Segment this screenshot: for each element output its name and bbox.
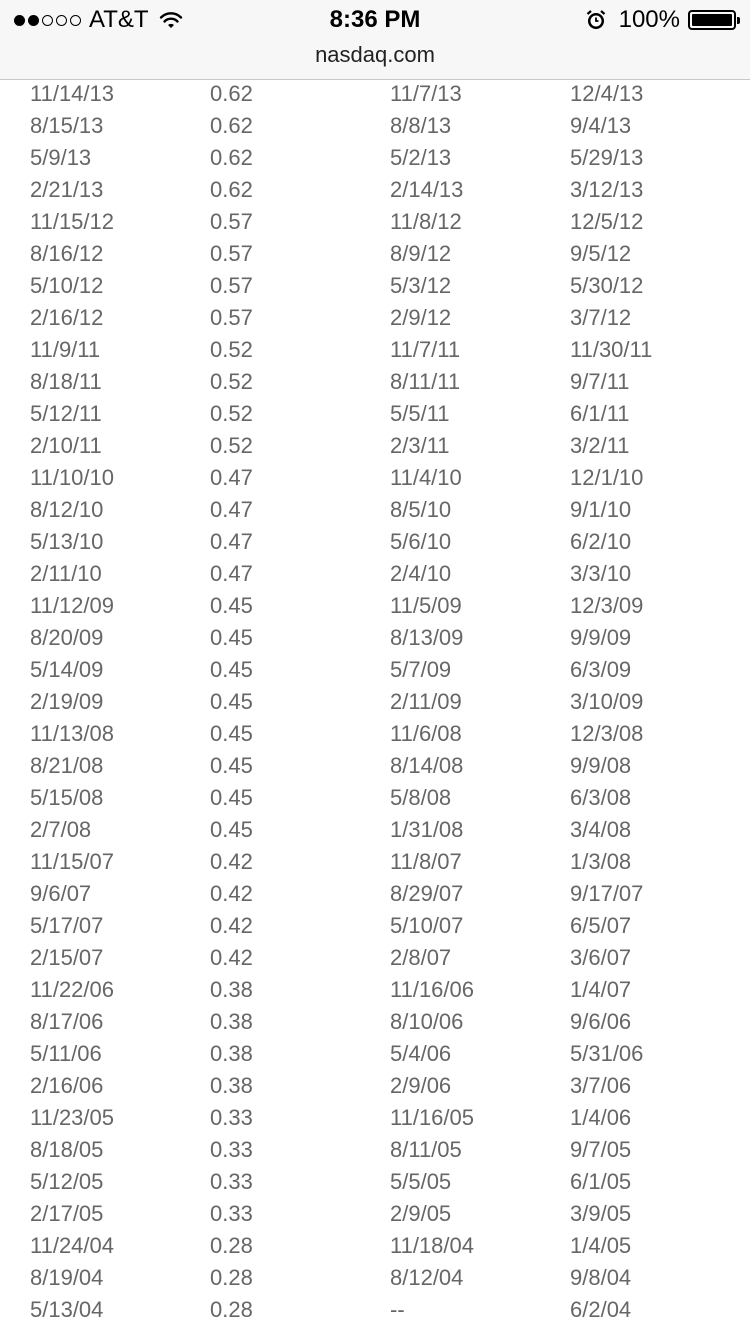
dividend-amount-cell: 0.45 xyxy=(210,593,253,618)
dividend-amount-cell: 0.45 xyxy=(210,689,253,714)
declaration-date-cell: 5/5/05 xyxy=(390,1169,452,1194)
ex-dividend-date-cell: 8/19/04 xyxy=(30,1265,104,1290)
ex-dividend-date-cell: 9/6/07 xyxy=(30,881,92,906)
ex-dividend-date-cell: 5/12/05 xyxy=(30,1169,104,1194)
declaration-date-cell: 8/10/06 xyxy=(390,1009,464,1034)
dividend-amount-cell: 0.33 xyxy=(210,1201,253,1226)
dividend-amount-cell: 0.28 xyxy=(210,1297,253,1322)
ex-dividend-date-cell: 5/15/08 xyxy=(30,785,104,810)
alarm-clock-icon xyxy=(585,9,607,31)
declaration-date-cell: 5/5/11 xyxy=(390,401,450,426)
ex-dividend-date-cell: 11/9/11 xyxy=(30,337,101,362)
ex-dividend-date-cell: 2/15/07 xyxy=(30,945,104,970)
declaration-date-cell: 1/31/08 xyxy=(390,817,464,842)
declaration-date-cell: 8/14/08 xyxy=(390,753,464,778)
declaration-date-cell: 8/12/04 xyxy=(390,1265,464,1290)
payment-date-cell: 9/6/06 xyxy=(570,1009,632,1034)
dividend-amount-cell: 0.52 xyxy=(210,369,253,394)
payment-date-cell: 11/30/11 xyxy=(570,337,653,362)
dividend-amount-cell: 0.47 xyxy=(210,497,253,522)
dividend-amount-cell: 0.45 xyxy=(210,753,253,778)
ex-dividend-date-cell: 11/22/06 xyxy=(30,977,115,1002)
declaration-date-cell: 5/8/08 xyxy=(390,785,452,810)
ex-dividend-date-cell: 8/17/06 xyxy=(30,1009,104,1034)
ex-dividend-date-cell: 11/15/07 xyxy=(30,849,115,874)
payment-date-cell: 1/4/07 xyxy=(570,977,632,1002)
table-row xyxy=(0,942,750,974)
table-row xyxy=(0,782,750,814)
table-row xyxy=(0,80,750,110)
ex-dividend-date-cell: 8/20/09 xyxy=(30,625,104,650)
ex-dividend-date-cell: 5/14/09 xyxy=(30,657,104,682)
table-row xyxy=(0,1198,750,1230)
payment-date-cell: 1/4/06 xyxy=(570,1105,632,1130)
status-bar xyxy=(0,0,750,40)
dividend-amount-cell: 0.47 xyxy=(210,465,253,490)
dividend-amount-cell: 0.52 xyxy=(210,433,253,458)
declaration-date-cell: 11/7/11 xyxy=(390,337,461,362)
payment-date-cell: 3/7/06 xyxy=(570,1073,632,1098)
declaration-date-cell: 2/4/10 xyxy=(390,561,452,586)
ex-dividend-date-cell: 2/16/12 xyxy=(30,305,104,330)
battery-percent: 100% xyxy=(618,6,680,33)
declaration-date-cell: 11/4/10 xyxy=(390,465,462,490)
ex-dividend-date-cell: 11/13/08 xyxy=(30,721,115,746)
table-row xyxy=(0,462,750,494)
payment-date-cell: 6/3/09 xyxy=(570,657,632,682)
dividend-amount-cell: 0.28 xyxy=(210,1265,253,1290)
dividend-amount-cell: 0.45 xyxy=(210,721,253,746)
declaration-date-cell: 2/3/11 xyxy=(390,433,450,458)
dividend-amount-cell: 0.38 xyxy=(210,1073,253,1098)
table-row xyxy=(0,1006,750,1038)
dividend-amount-cell: 0.33 xyxy=(210,1105,253,1130)
declaration-date-cell: 11/16/06 xyxy=(390,977,475,1002)
table-row xyxy=(0,878,750,910)
table-row xyxy=(0,430,750,462)
dividend-amount-cell: 0.45 xyxy=(210,657,253,682)
table-row xyxy=(0,238,750,270)
dividend-amount-cell: 0.38 xyxy=(210,1041,253,1066)
status-time: 8:36 PM xyxy=(329,6,421,33)
table-row xyxy=(0,750,750,782)
dividend-amount-cell: 0.62 xyxy=(210,177,253,202)
dividend-amount-cell: 0.42 xyxy=(210,945,253,970)
payment-date-cell: 9/7/11 xyxy=(570,369,630,394)
table-row xyxy=(0,398,750,430)
ex-dividend-date-cell: 5/11/06 xyxy=(30,1041,102,1066)
ex-dividend-date-cell: 5/13/10 xyxy=(30,529,104,554)
ex-dividend-date-cell: 2/7/08 xyxy=(30,817,92,842)
ex-dividend-date-cell: 2/19/09 xyxy=(30,689,104,714)
table-body xyxy=(0,80,750,1326)
dividend-amount-cell: 0.52 xyxy=(210,337,253,362)
ex-dividend-date-cell: 2/10/11 xyxy=(30,433,102,458)
ex-dividend-date-cell: 5/17/07 xyxy=(30,913,104,938)
ex-dividend-date-cell: 2/21/13 xyxy=(30,177,104,202)
dividend-amount-cell: 0.57 xyxy=(210,273,253,298)
payment-date-cell: 9/5/12 xyxy=(570,241,632,266)
ex-dividend-date-cell: 8/18/05 xyxy=(30,1137,104,1162)
ex-dividend-date-cell: 2/17/05 xyxy=(30,1201,104,1226)
dividend-amount-cell: 0.42 xyxy=(210,881,253,906)
ex-dividend-date-cell: 5/13/04 xyxy=(30,1297,104,1322)
payment-date-cell: 9/1/10 xyxy=(570,497,632,522)
table-row xyxy=(0,1102,750,1134)
table-row xyxy=(0,1294,750,1326)
payment-date-cell: 6/1/05 xyxy=(570,1169,632,1194)
payment-date-cell: 9/9/09 xyxy=(570,625,632,650)
ex-dividend-date-cell: 2/16/06 xyxy=(30,1073,104,1098)
ex-dividend-date-cell: 11/14/13 xyxy=(30,81,115,106)
declaration-date-cell: 5/6/10 xyxy=(390,529,452,554)
payment-date-cell: 12/4/13 xyxy=(570,81,644,106)
payment-date-cell: 9/4/13 xyxy=(570,113,632,138)
table-row xyxy=(0,270,750,302)
table-row xyxy=(0,1166,750,1198)
payment-date-cell: 12/3/09 xyxy=(570,593,644,618)
table-row xyxy=(0,558,750,590)
declaration-date-cell: -- xyxy=(390,1297,405,1322)
dividend-amount-cell: 0.33 xyxy=(210,1137,253,1162)
url-bar[interactable] xyxy=(0,40,750,80)
ex-dividend-date-cell: 8/15/13 xyxy=(30,113,104,138)
payment-date-cell: 9/8/04 xyxy=(570,1265,632,1290)
declaration-date-cell: 5/3/12 xyxy=(390,273,452,298)
table-row xyxy=(0,302,750,334)
dividend-amount-cell: 0.45 xyxy=(210,625,253,650)
dividend-amount-cell: 0.62 xyxy=(210,113,253,138)
table-row xyxy=(0,1230,750,1262)
ex-dividend-date-cell: 11/23/05 xyxy=(30,1105,115,1130)
payment-date-cell: 3/6/07 xyxy=(570,945,632,970)
payment-date-cell: 9/17/07 xyxy=(570,881,644,906)
dividend-amount-cell: 0.42 xyxy=(210,849,253,874)
payment-date-cell: 3/10/09 xyxy=(570,689,644,714)
table-row xyxy=(0,110,750,142)
payment-date-cell: 3/4/08 xyxy=(570,817,632,842)
payment-date-cell: 6/2/04 xyxy=(570,1297,632,1322)
declaration-date-cell: 5/7/09 xyxy=(390,657,452,682)
payment-date-cell: 6/5/07 xyxy=(570,913,632,938)
payment-date-cell: 6/3/08 xyxy=(570,785,632,810)
table-row xyxy=(0,1262,750,1294)
table-row xyxy=(0,174,750,206)
declaration-date-cell: 2/8/07 xyxy=(390,945,452,970)
dividend-amount-cell: 0.47 xyxy=(210,561,253,586)
table-row xyxy=(0,910,750,942)
declaration-date-cell: 11/8/07 xyxy=(390,849,462,874)
declaration-date-cell: 8/9/12 xyxy=(390,241,452,266)
declaration-date-cell: 8/8/13 xyxy=(390,113,452,138)
dividend-amount-cell: 0.38 xyxy=(210,977,253,1002)
table-row xyxy=(0,622,750,654)
declaration-date-cell: 11/5/09 xyxy=(390,593,462,618)
table-row xyxy=(0,526,750,558)
ex-dividend-date-cell: 5/10/12 xyxy=(30,273,104,298)
table-row xyxy=(0,686,750,718)
dividend-amount-cell: 0.42 xyxy=(210,913,253,938)
declaration-date-cell: 8/13/09 xyxy=(390,625,464,650)
ex-dividend-date-cell: 11/10/10 xyxy=(30,465,115,490)
ex-dividend-date-cell: 8/18/11 xyxy=(30,369,102,394)
declaration-date-cell: 8/11/05 xyxy=(390,1137,462,1162)
table-row xyxy=(0,1070,750,1102)
table-row xyxy=(0,590,750,622)
dividend-amount-cell: 0.47 xyxy=(210,529,253,554)
declaration-date-cell: 2/14/13 xyxy=(390,177,464,202)
dividend-amount-cell: 0.45 xyxy=(210,785,253,810)
declaration-date-cell: 11/7/13 xyxy=(390,81,462,106)
ex-dividend-date-cell: 2/11/10 xyxy=(30,561,102,586)
ex-dividend-date-cell: 11/15/12 xyxy=(30,209,115,234)
carrier-name: AT&T xyxy=(89,6,149,33)
table-row xyxy=(0,1038,750,1070)
ex-dividend-date-cell: 5/12/11 xyxy=(30,401,102,426)
table-row xyxy=(0,334,750,366)
table-row xyxy=(0,366,750,398)
payment-date-cell: 3/3/10 xyxy=(570,561,632,586)
table-row xyxy=(0,654,750,686)
ex-dividend-date-cell: 11/24/04 xyxy=(30,1233,115,1258)
table-row xyxy=(0,1134,750,1166)
declaration-date-cell: 8/5/10 xyxy=(390,497,452,522)
status-right xyxy=(585,6,736,34)
dividend-amount-cell: 0.57 xyxy=(210,241,253,266)
dividend-amount-cell: 0.57 xyxy=(210,305,253,330)
declaration-date-cell: 2/9/05 xyxy=(390,1201,452,1226)
table-row xyxy=(0,718,750,750)
declaration-date-cell: 11/6/08 xyxy=(390,721,462,746)
payment-date-cell: 6/1/11 xyxy=(570,401,630,426)
declaration-date-cell: 5/2/13 xyxy=(390,145,452,170)
dividend-amount-cell: 0.38 xyxy=(210,1009,253,1034)
battery-icon xyxy=(688,10,736,30)
declaration-date-cell: 8/11/11 xyxy=(390,369,461,394)
dividend-history-table xyxy=(0,80,750,1334)
ex-dividend-date-cell: 8/21/08 xyxy=(30,753,104,778)
table-row xyxy=(0,974,750,1006)
dividend-amount-cell: 0.62 xyxy=(210,145,253,170)
payment-date-cell: 12/1/10 xyxy=(570,465,644,490)
declaration-date-cell: 2/9/06 xyxy=(390,1073,452,1098)
payment-date-cell: 12/3/08 xyxy=(570,721,644,746)
payment-date-cell: 3/7/12 xyxy=(570,305,632,330)
ex-dividend-date-cell: 8/16/12 xyxy=(30,241,104,266)
declaration-date-cell: 8/29/07 xyxy=(390,881,464,906)
declaration-date-cell: 5/4/06 xyxy=(390,1041,452,1066)
payment-date-cell: 9/7/05 xyxy=(570,1137,632,1162)
payment-date-cell: 6/2/10 xyxy=(570,529,632,554)
table-row xyxy=(0,846,750,878)
dividend-amount-cell: 0.45 xyxy=(210,817,253,842)
payment-date-cell: 3/9/05 xyxy=(570,1201,632,1226)
declaration-date-cell: 5/10/07 xyxy=(390,913,464,938)
table-row xyxy=(0,494,750,526)
payment-date-cell: 5/30/12 xyxy=(570,273,644,298)
payment-date-cell: 5/29/13 xyxy=(570,145,644,170)
dividend-amount-cell: 0.52 xyxy=(210,401,253,426)
table-row xyxy=(0,814,750,846)
ex-dividend-date-cell: 8/12/10 xyxy=(30,497,104,522)
payment-date-cell: 12/5/12 xyxy=(570,209,644,234)
declaration-date-cell: 11/18/04 xyxy=(390,1233,475,1258)
url-text: nasdaq.com xyxy=(315,42,435,67)
ex-dividend-date-cell: 11/12/09 xyxy=(30,593,115,618)
payment-date-cell: 9/9/08 xyxy=(570,753,632,778)
declaration-date-cell: 11/8/12 xyxy=(390,209,462,234)
payment-date-cell: 1/4/05 xyxy=(570,1233,632,1258)
payment-date-cell: 1/3/08 xyxy=(570,849,632,874)
dividend-amount-cell: 0.33 xyxy=(210,1169,253,1194)
dividend-amount-cell: 0.28 xyxy=(210,1233,253,1258)
table-row xyxy=(0,206,750,238)
declaration-date-cell: 2/9/12 xyxy=(390,305,452,330)
declaration-date-cell: 11/16/05 xyxy=(390,1105,475,1130)
ex-dividend-date-cell: 5/9/13 xyxy=(30,145,92,170)
dividend-amount-cell: 0.62 xyxy=(210,81,253,106)
dividend-amount-cell: 0.57 xyxy=(210,209,253,234)
table-row xyxy=(0,142,750,174)
declaration-date-cell: 2/11/09 xyxy=(390,689,462,714)
payment-date-cell: 5/31/06 xyxy=(570,1041,644,1066)
payment-date-cell: 3/2/11 xyxy=(570,433,630,458)
payment-date-cell: 3/12/13 xyxy=(570,177,644,202)
